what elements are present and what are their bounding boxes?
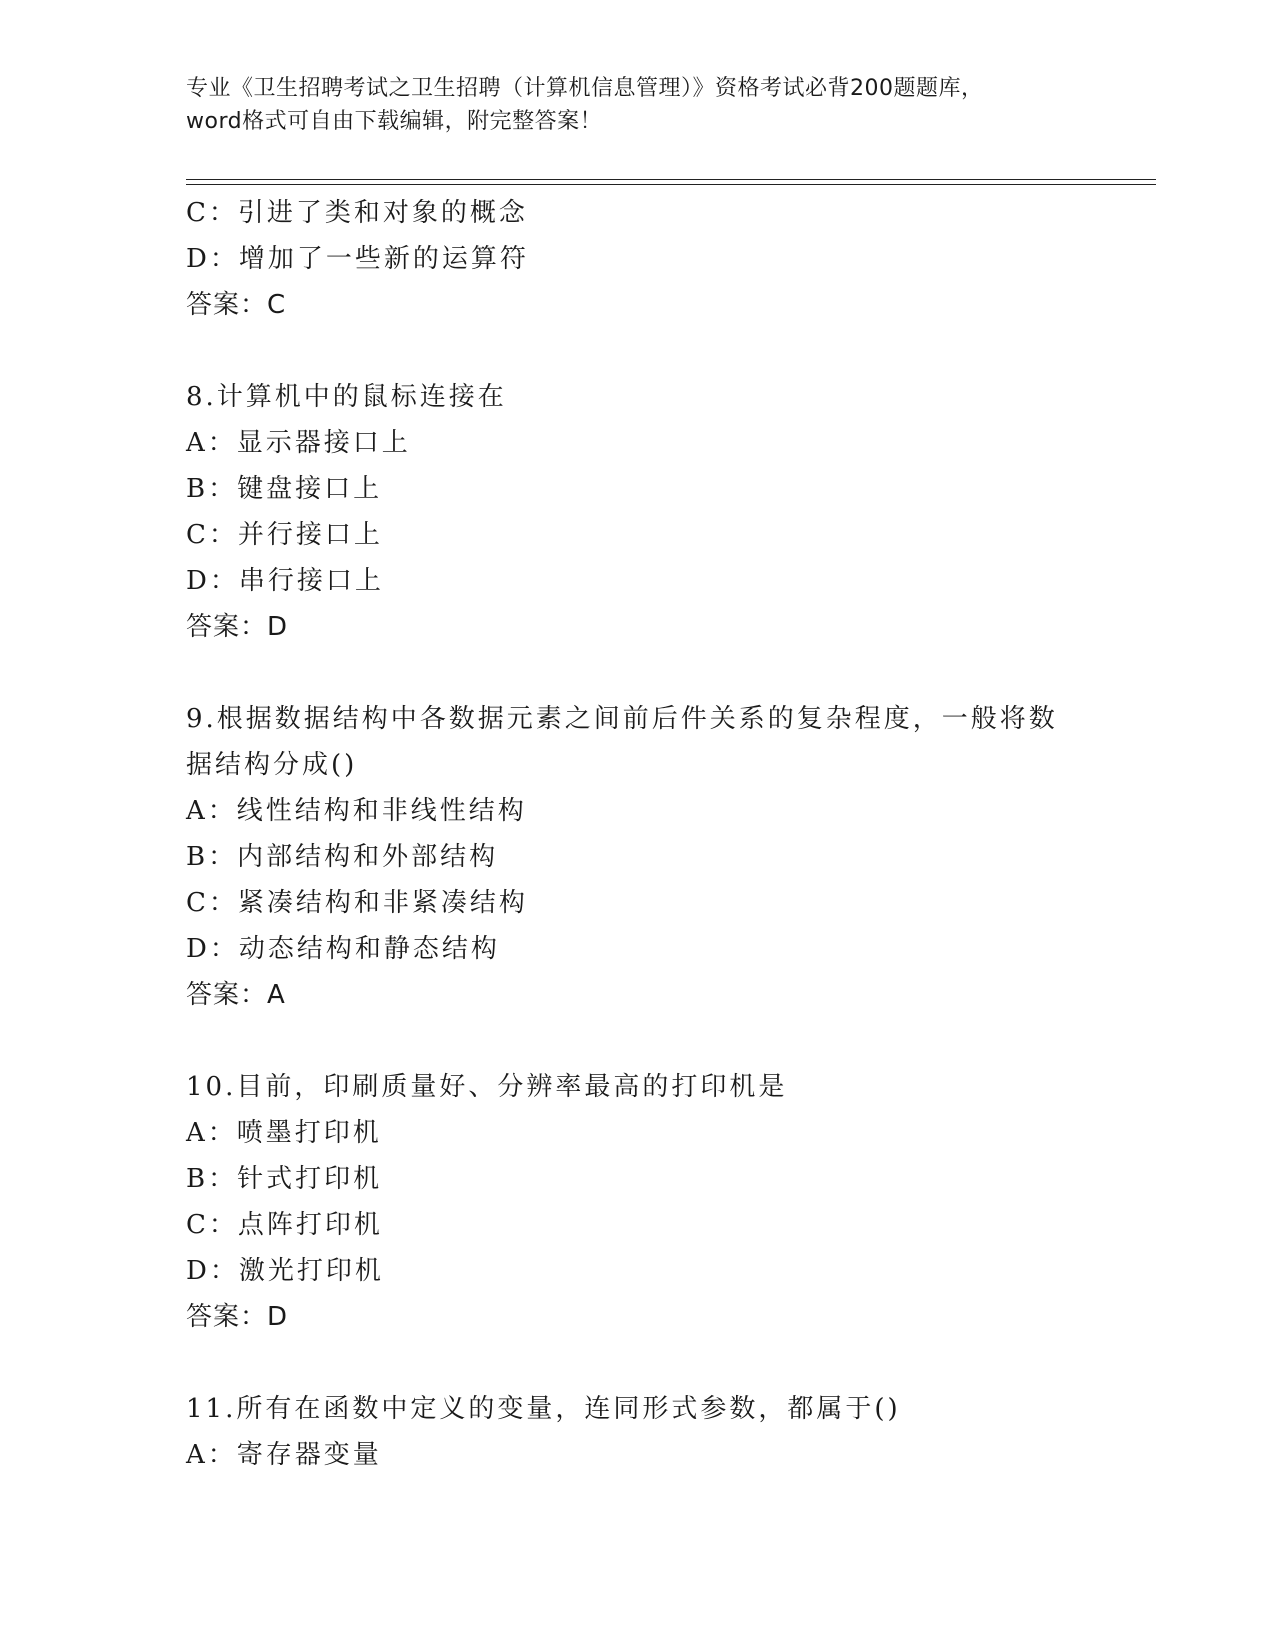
answer-line: 答案：D xyxy=(186,612,289,642)
header-line-2: word格式可自由下载编辑，附完整答案！ xyxy=(186,109,603,134)
option-d: D：串行接口上 xyxy=(186,566,384,596)
spacer xyxy=(186,328,1086,374)
option-a: A：喷墨打印机 xyxy=(186,1118,382,1148)
question-text-line-1: 9.根据数据结构中各数据元素之间前后件关系的复杂程度，一般将数 xyxy=(186,704,1058,734)
question-block-11 xyxy=(186,1386,1086,1478)
spacer xyxy=(186,650,1086,696)
option-a: A：显示器接口上 xyxy=(186,428,411,458)
header-divider-bottom xyxy=(186,184,1156,185)
option-c: C：引进了类和对象的概念 xyxy=(186,198,528,228)
question-block-9 xyxy=(186,696,1086,1018)
option-d: D：动态结构和静态结构 xyxy=(186,934,500,964)
option-a: A：线性结构和非线性结构 xyxy=(186,796,527,826)
question-block-prev xyxy=(186,190,1086,328)
header-divider-top xyxy=(186,179,1156,180)
spacer xyxy=(186,1018,1086,1064)
header-line-1: 专业《卫生招聘考试之卫生招聘（计算机信息管理）》资格考试必背200题题库， xyxy=(186,76,984,101)
question-block-8 xyxy=(186,374,1086,650)
option-b: B：针式打印机 xyxy=(186,1164,383,1194)
option-d: D：增加了一些新的运算符 xyxy=(186,244,529,274)
answer-line: 答案：D xyxy=(186,1302,289,1332)
question-text: 11.所有在函数中定义的变量，连同形式参数，都属于() xyxy=(186,1394,901,1424)
question-content xyxy=(186,190,1086,1478)
question-text: 8.计算机中的鼠标连接在 xyxy=(186,382,507,412)
question-text: 10.目前，印刷质量好、分辨率最高的打印机是 xyxy=(186,1072,788,1102)
document-header xyxy=(186,72,1086,138)
option-b: B：内部结构和外部结构 xyxy=(186,842,499,872)
option-a: A：寄存器变量 xyxy=(186,1440,382,1470)
question-block-10 xyxy=(186,1064,1086,1340)
option-c: C：并行接口上 xyxy=(186,520,383,550)
option-d: D：激光打印机 xyxy=(186,1256,384,1286)
option-c: C：点阵打印机 xyxy=(186,1210,383,1240)
answer-line: 答案：A xyxy=(186,980,286,1010)
option-c: C：紧凑结构和非紧凑结构 xyxy=(186,888,528,918)
answer-line: 答案：C xyxy=(186,290,287,320)
question-text-line-2: 据结构分成() xyxy=(186,750,358,780)
option-b: B：键盘接口上 xyxy=(186,474,383,504)
spacer xyxy=(186,1340,1086,1386)
